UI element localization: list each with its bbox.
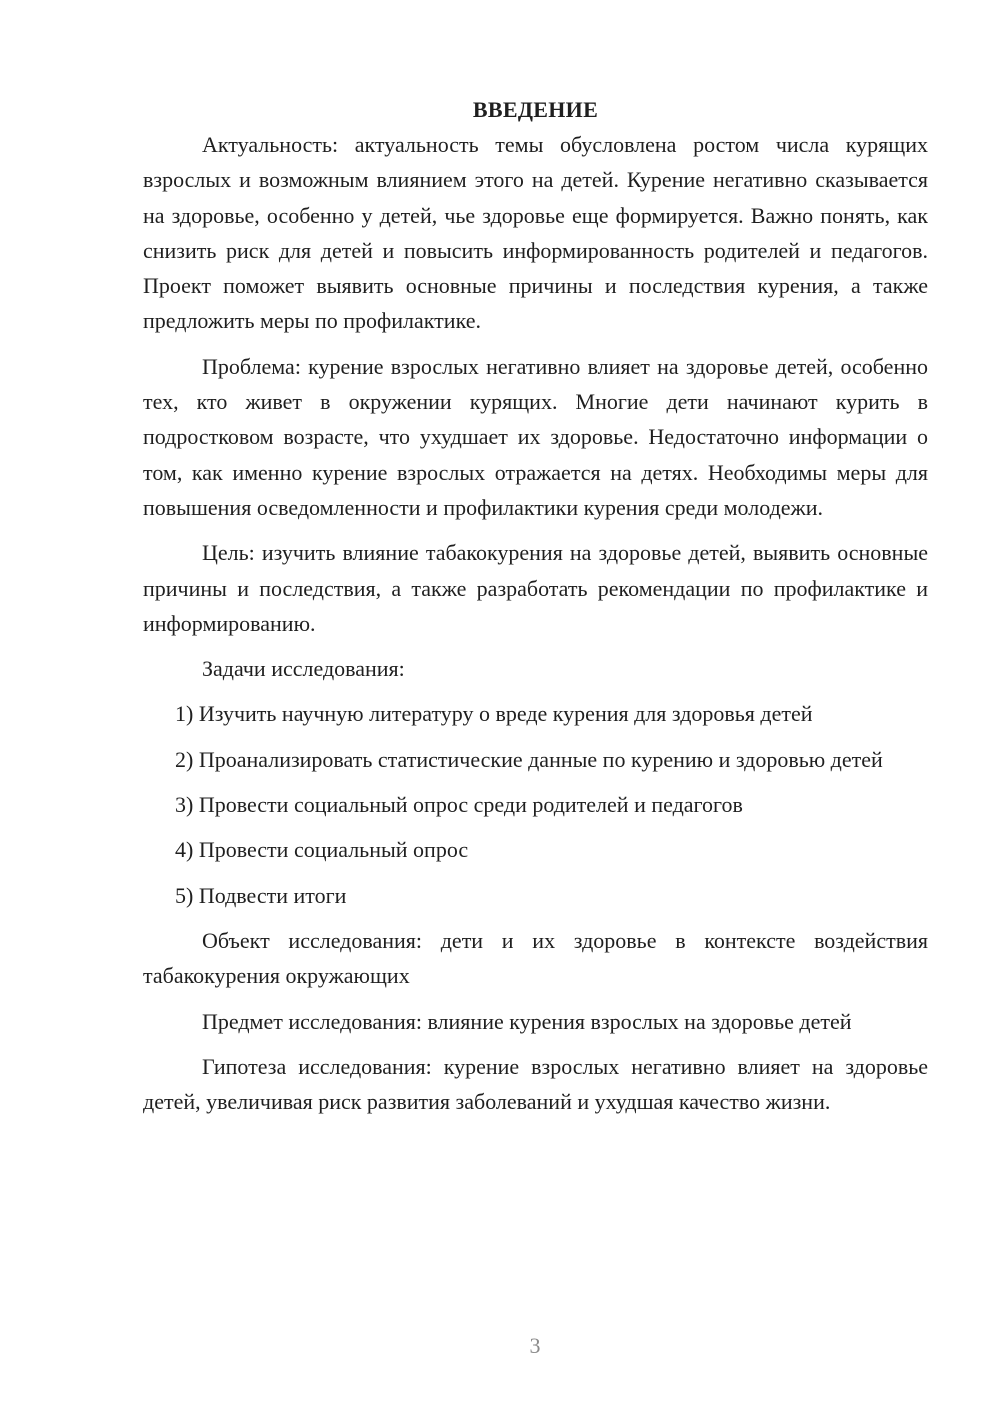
- object-paragraph: Объект исследования: дети и их здоровье в контексте воздействия табакокурения окружающих: [143, 927, 928, 989]
- page-number: 3: [529, 1333, 541, 1358]
- problem-paragraph: Проблема: курение взрослых негативно влияет на здоровье детей, особенно тех, кто живет в окружении курящих. Многие дети начинают курить в подростковом возрасте, что ухудшает их здоровье. Недостаточно информации о том, как именно курение взрослых отражается на детях. Необходимы меры для повышения осведомленности и профилактики курения среди молодежи.: [143, 353, 928, 520]
- task-item: 2) Проанализировать статистические данные по курению и здоровью детей: [175, 746, 883, 772]
- document-page: [143, 92, 928, 1129]
- page-title: ВВЕДЕНИЕ: [472, 97, 599, 122]
- task-item: 5) Подвести итоги: [175, 882, 347, 908]
- task-item: 3) Провести социальный опрос среди родителей и педагогов: [175, 792, 743, 818]
- relevance-paragraph: Актуальность: актуальность темы обусловлена ростом числа курящих взрослых и возможным влиянием этого на детей. Курение негативно сказывается на здоровье, особенно у детей, чье здоровье еще формируется. Важно понять, как снизить риск для детей и повысить информированность родителей и педагогов. Проект поможет выявить основные причины и последствия курения, а также предложить меры по профилактике.: [143, 132, 928, 334]
- tasks-title: Задачи исследования:: [202, 656, 405, 682]
- subject-paragraph: Предмет исследования: влияние курения взрослых на здоровье детей: [202, 1008, 852, 1034]
- hypothesis-paragraph: Гипотеза исследования: курение взрослых негативно влияет на здоровье детей, увеличивая риск развития заболеваний и ухудшая качество жизни.: [143, 1053, 928, 1115]
- task-item: 4) Провести социальный опрос: [175, 837, 469, 863]
- goal-paragraph: Цель: изучить влияние табакокурения на здоровье детей, выявить основные причины и последствия, а также разработать рекомендации по профилактике и информированию.: [143, 540, 928, 636]
- task-item: 1) Изучить научную литературу о вреде курения для здоровья детей: [175, 701, 813, 727]
